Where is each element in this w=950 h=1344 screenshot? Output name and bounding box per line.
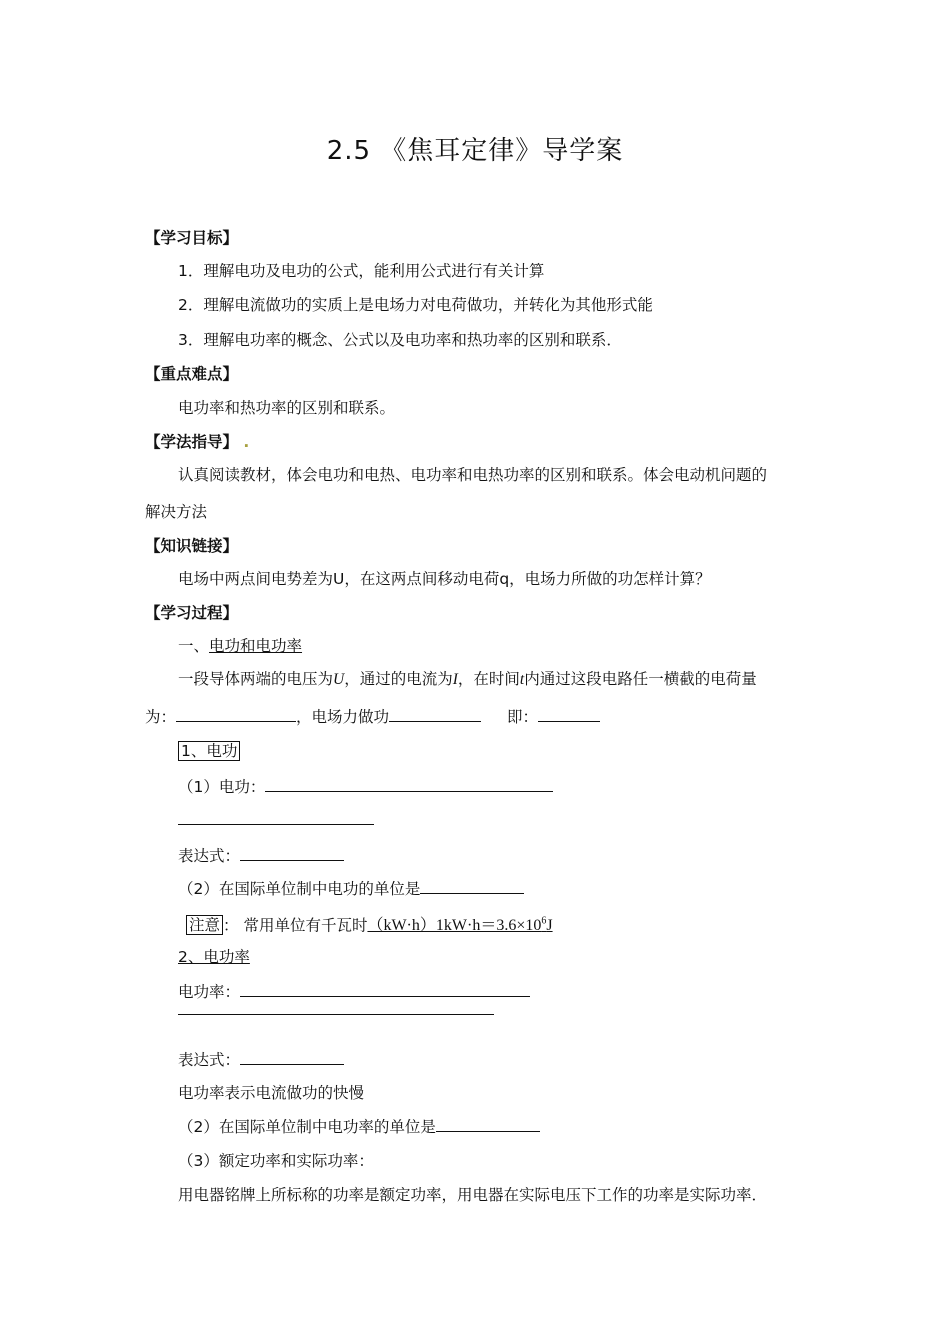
rated-text: 用电器铭牌上所标称的功率是额定功率，用电器在实际电压下工作的功率是实际功率． xyxy=(178,1186,768,1204)
expr-label-2: 表达式： xyxy=(178,1051,241,1069)
blank-work-expr[interactable] xyxy=(240,845,344,861)
page-title: 2.5 《焦耳定律》导学案 xyxy=(326,136,624,166)
work-unit-line xyxy=(178,878,524,899)
link-heading: 【知识链接】 xyxy=(145,537,239,555)
expr-label: 表达式： xyxy=(178,847,241,865)
blank-power-expr[interactable] xyxy=(240,1049,344,1065)
blank-power-unit[interactable] xyxy=(436,1116,540,1132)
stray-dot-mark: . xyxy=(243,433,250,451)
intro-part-c: ，在时间 xyxy=(457,670,520,688)
key-heading: 【重点难点】 xyxy=(145,365,239,383)
method-line-1: 认真阅读教材，体会电功和电热、电功率和电热功率的区别和联系。体会电动机问题的 xyxy=(178,466,768,484)
note-exponent: 6 xyxy=(541,916,547,927)
work-definition xyxy=(178,776,553,797)
blank-power-def-continued[interactable] xyxy=(178,1014,494,1015)
intro-part-d: 内通过这段电路任一横截的电荷量 xyxy=(524,670,757,688)
note-unit: J xyxy=(546,917,553,935)
method-line-2: 解决方法 xyxy=(145,503,208,521)
intro-line xyxy=(178,669,757,690)
note-formula-group xyxy=(367,917,552,934)
key-text: 电功率和热功率的区别和联系。 xyxy=(178,399,396,417)
work-def-label: （1）电功： xyxy=(178,778,266,796)
intro-part-b: ，通过的电流为 xyxy=(344,670,453,688)
goal-item-3: 3．理解电功率的概念、公式以及电功率和热功率的区别和联系． xyxy=(178,331,622,349)
note-formula: （kW·h）1kW·h＝3.6×10 xyxy=(367,917,542,935)
link-text: 电场中两点间电势差为U，在这两点间移动电荷q，电场力所做的功怎样计算？ xyxy=(178,570,711,588)
goal-item-2: 2．理解电流做功的实质上是电场力对电荷做功，并转化为其他形式能 xyxy=(178,296,653,314)
blank-charge[interactable] xyxy=(176,706,296,722)
power-heading xyxy=(178,947,250,967)
goal-item-1: 1．理解电功及电功的公式，能利用公式进行有关计算 xyxy=(178,262,545,280)
method-heading-label: 【学法指导】 xyxy=(145,433,239,451)
symbol-u: U xyxy=(333,671,345,688)
note-text: ： 常用单位有千瓦时 xyxy=(223,916,368,935)
process-heading: 【学习过程】 xyxy=(145,604,239,622)
method-heading xyxy=(145,432,249,452)
power-expression xyxy=(178,1049,344,1070)
power-unit-label: （2）在国际单位制中电功率的单位是 xyxy=(178,1118,436,1136)
power-unit-line xyxy=(178,1116,540,1137)
fill-prefix: 为： xyxy=(145,708,177,726)
section-1-title: 电功和电功率 xyxy=(209,637,303,655)
fill-in-line xyxy=(145,706,600,727)
work-heading xyxy=(178,741,240,761)
rated-heading: （3）额定功率和实际功率： xyxy=(178,1152,374,1170)
blank-work-def[interactable] xyxy=(265,776,553,792)
note-label: 注意 xyxy=(186,915,223,935)
section-electric-work: 一、电功和电功率 xyxy=(178,637,303,655)
note-line xyxy=(186,912,553,936)
power-meaning: 电功率表示电流做功的快慢 xyxy=(178,1084,365,1102)
blank-work-def-continued[interactable] xyxy=(178,824,374,825)
goals-heading: 【学习目标】 xyxy=(145,229,239,247)
symbol-t: t xyxy=(519,671,525,688)
work-expression xyxy=(178,845,344,866)
blank-work[interactable] xyxy=(389,706,481,722)
symbol-i: I xyxy=(452,671,458,688)
power-heading-text: 2、电功率 xyxy=(178,948,250,966)
intro-part-a: 一段导体两端的电压为 xyxy=(178,670,334,688)
blank-work-unit[interactable] xyxy=(420,878,524,894)
blank-result[interactable] xyxy=(538,706,600,722)
work-heading-box: 1、电功 xyxy=(178,741,240,761)
fill-mid: ，电场力做功 xyxy=(296,708,390,726)
blank-power-def[interactable] xyxy=(240,981,530,997)
power-def-label: 电功率： xyxy=(178,983,241,1001)
work-unit-label: （2）在国际单位制中电功的单位是 xyxy=(178,880,421,898)
power-definition xyxy=(178,981,530,1002)
fill-then: 即： xyxy=(507,708,539,726)
